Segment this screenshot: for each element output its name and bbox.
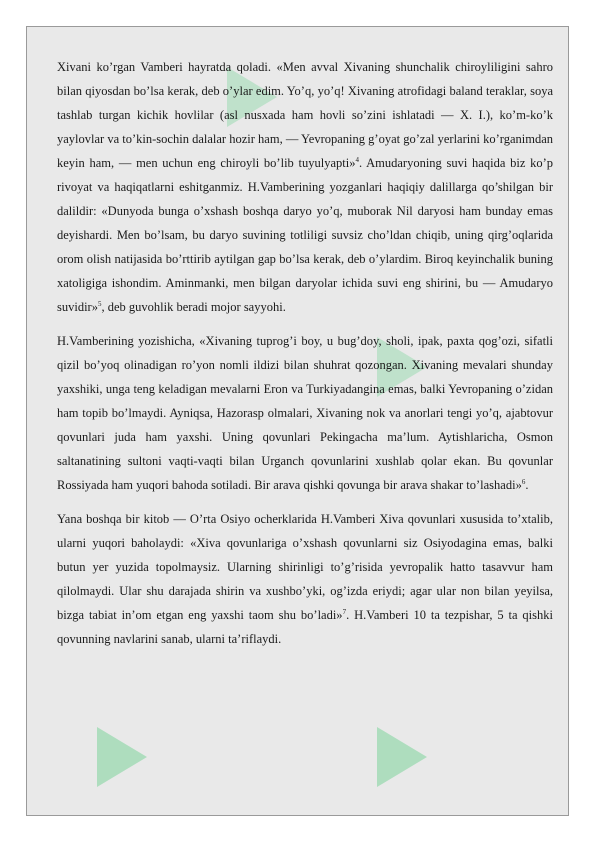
text-segment: Xivani ko’rgan Vamberi hayratda qoladi. «Men avval Xivaning shunchalik chiroyliligini sahro bilan qiyosdan bo’lsa kerak, deb o’ylar edim. Yo’q, yo’q! Xivaning atrofidagi baland teraklar, soya tashlab turgan kichik hovlilar (asl nusxada ham hovli so’zini ishlatadi — X. I.), ko’m-ko’k yaylovlar va to’kin-sochin dalalar hozir ham, — Yevropaning g’oyat go’zal yerlarini ko’rganimdan keyin ham, — men uchun eng chiroyli bo’lib tuyulyapti» xyxy=(57,60,553,170)
paragraph-2 xyxy=(57,329,553,497)
page xyxy=(26,26,569,816)
paragraph-1 xyxy=(57,55,553,319)
footnote-ref: 4 xyxy=(355,155,359,164)
green-logo-icon xyxy=(367,717,437,797)
text-segment: . H.Vamberi 10 ta tezpishar, 5 ta qishki qovunning navlarini sanab, ularni ta’riflaydi. xyxy=(57,608,553,646)
text-segment: Yana boshqa bir kitob — O’rta Osiyo ocherklarida H.Vamberi Xiva qovunlari xususida to’xtalib, ularni yuqori baholaydi: «Xiva qovunlariga o’xshash qovunlarni siz Osiyodagina emas, balki butun yer yuzida topolmaysiz. Ularning shirinligi to’g’risida yevropalik hatto tasavvur ham qilolmaydi. Ular shu darajada shirin va xushbo’yki, og’izda eriydi; agar ular non bilan yeyilsa, bizga tabiat in’om etgan eng yaxshi taom shu bo’ladi» xyxy=(57,512,553,622)
text-segment: , deb guvohlik beradi mojor sayyohi. xyxy=(101,300,286,314)
footnote-ref: 5 xyxy=(97,299,102,308)
footnote-ref: 6 xyxy=(521,477,526,486)
text-segment: . Amudaryoning suvi haqida biz ko’p rivoyat va haqiqatlarni eshitganmiz. H.Vamberining yozganlari haqiqiy dalillarga qo’shilgan bir dalildir: «Dunyoda bunga o’xshash boshqa daryo yo’q, muborak Nil daryosi ham bunday emas deyishardi. Men bo’lsam, bu daryo suvining totliligi suvsiz cho’ldan chiqib, uning qirg’oqlarida orom olish natijasida bo’rttirib aytilgan gap bo’lsa kerak, deb o’ylardim. Biroq keyinchalik buning xatoligiga ishondim. Aminmanki, men bilgan daryolar ichida suvi eng shirini, bu — Amudaryo suvidir» xyxy=(57,156,553,314)
text-segment: H.Vamberining yozishicha, «Xivaning tuprog’i boy, u bug’doy, sholi, ipak, paxta qog’ozi, sifatli qizil bo’yoq olinadigan ro’yon nomli ildizi bilan shuhrat qozongan. Xivaning mevalari shunday yaxshiki, unga teng keladigan mevalarni Eron va Turkiyadangina emas, balki Yevropaning o’zidan ham topib bo’lmaydi. Ayniqsa, Hazorasp olmalari, Xivaning nok va anorlari tengi yo’q, ajabtovur qovunlari juda ham yaxshi. Uning qovunlari Pekingacha ma’lum. Aytishlaricha, Osmon saltanatining sultoni vaqti-vaqti bilan Urganch qovunlarini xushlab qolar ekan. Bu qovunlar Rossiyada ham yuqori bahoda sotiladi. Bir arava qishki qovunga bir arava shakar to’lashadi» xyxy=(57,334,553,492)
document-body xyxy=(57,55,553,661)
paragraph-3 xyxy=(57,507,553,651)
green-logo-icon xyxy=(87,717,157,797)
footnote-ref: 7 xyxy=(342,607,347,616)
text-segment: . xyxy=(525,478,529,492)
